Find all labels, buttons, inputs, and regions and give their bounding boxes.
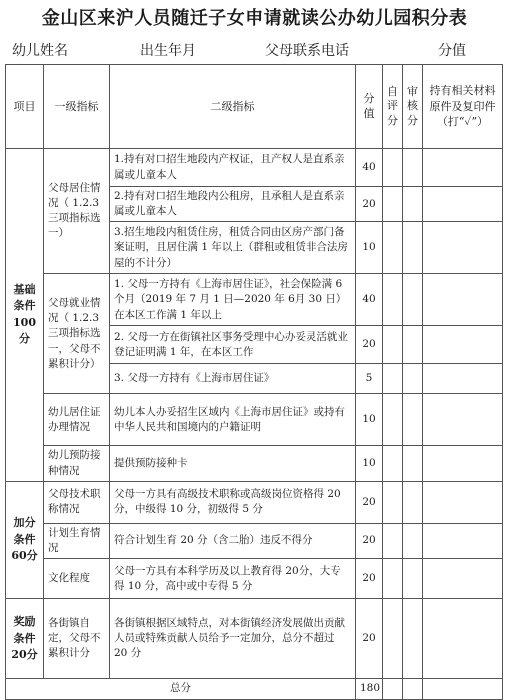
criterion-score: 5 xyxy=(356,364,383,394)
audit-score-cell[interactable] xyxy=(403,523,423,558)
info-birth-date: 出生年月 xyxy=(140,43,196,59)
table-row xyxy=(6,523,503,558)
material-check-cell[interactable] xyxy=(423,481,503,523)
total-row xyxy=(6,679,503,699)
material-check-cell[interactable] xyxy=(423,446,503,481)
audit-score-cell[interactable] xyxy=(403,326,423,364)
score-table xyxy=(5,64,503,700)
self-score-cell[interactable] xyxy=(383,559,403,599)
criterion-text: 2. 父母一方在街镇社区事务受理中心办妥灵活就业登记证明满 1 年，在本区工作 xyxy=(110,326,356,364)
header-row xyxy=(6,65,503,149)
table-row xyxy=(6,394,503,446)
audit-score-cell[interactable] xyxy=(403,599,423,679)
table-row xyxy=(6,274,503,326)
criterion-text: 2.持有对口招生地段内公租房，且承租人是直系亲属或儿童本人 xyxy=(110,187,356,222)
self-score-cell[interactable] xyxy=(383,326,403,364)
info-child-name: 幼儿姓名 xyxy=(12,43,68,59)
criterion-text: 3. 父母一方持有《上海市居住证》 xyxy=(110,364,356,394)
material-check-cell[interactable] xyxy=(423,274,503,326)
audit-score-cell[interactable] xyxy=(403,481,423,523)
material-check-cell[interactable] xyxy=(423,222,503,274)
criterion-score: 20 xyxy=(356,326,383,364)
self-score-cell[interactable] xyxy=(383,222,403,274)
total-score: 180 xyxy=(356,679,383,699)
header-score: 分值 xyxy=(356,65,383,149)
criterion-score: 20 xyxy=(356,599,383,679)
criterion-text: 符合计划生育 20 分（含二胎）违反不得分 xyxy=(110,523,356,558)
total-audit-score-cell[interactable] xyxy=(403,679,423,699)
criterion-score: 10 xyxy=(356,446,383,481)
audit-score-cell[interactable] xyxy=(403,222,423,274)
criterion-text: 父母一方具有高级技术职称或高级岗位资格得 20 分，中级得 10 分，初级得 5 分 xyxy=(110,481,356,523)
material-check-cell[interactable] xyxy=(423,599,503,679)
minor-family-planning: 计划生育情况 xyxy=(44,523,110,558)
table-row xyxy=(6,481,503,523)
minor-vaccination: 幼儿预防接种情况 xyxy=(44,446,110,481)
criterion-text: 1.持有对口招生地段内产权证，且产权人是直系亲属或儿童本人 xyxy=(110,149,356,187)
self-score-cell[interactable] xyxy=(383,274,403,326)
self-score-cell[interactable] xyxy=(383,187,403,222)
material-check-cell[interactable] xyxy=(423,559,503,599)
criterion-text: 1. 父母一方持有《上海市居住证》，社会保险满 6 个月（2019 年 7 月 1 日—2020 年 6月 30 日）在本区工作满 1 年以上 xyxy=(110,274,356,326)
criterion-score: 10 xyxy=(356,222,383,274)
criterion-score: 20 xyxy=(356,481,383,523)
criterion-text: 幼儿本人办妥招生区域内《上海市居住证》或持有中华人民共和国境内的户籍证明 xyxy=(110,394,356,446)
material-check-cell[interactable] xyxy=(423,364,503,394)
total-material-cell[interactable] xyxy=(423,679,503,699)
self-score-cell[interactable] xyxy=(383,523,403,558)
minor-residence: 父母居住情况（ 1.2.3三项指标选一） xyxy=(44,149,110,274)
self-score-cell[interactable] xyxy=(383,149,403,187)
audit-score-cell[interactable] xyxy=(403,446,423,481)
table-row xyxy=(6,149,503,187)
material-check-cell[interactable] xyxy=(423,149,503,187)
table-row xyxy=(6,446,503,481)
criterion-score: 20 xyxy=(356,187,383,222)
audit-score-cell[interactable] xyxy=(403,394,423,446)
major-basic: 基础条件100分 xyxy=(6,149,44,482)
document-title: 金山区来沪人员随迁子女申请就读公办幼儿园积分表 xyxy=(41,8,468,29)
minor-town-defined: 各街镇自定，父母不累积计分 xyxy=(44,599,110,679)
table-row xyxy=(6,559,503,599)
info-parent-phone: 父母联系电话 xyxy=(265,43,349,59)
criterion-text: 3.招生地段内租赁住房，租赁合同由区房产部门备案证明，且居住满 1 年以上（群租或租赁非合法房屋的不计分） xyxy=(110,222,356,274)
minor-title: 父母技术职称情况 xyxy=(44,481,110,523)
criterion-score: 40 xyxy=(356,149,383,187)
minor-education: 文化程度 xyxy=(44,559,110,599)
self-score-cell[interactable] xyxy=(383,599,403,679)
material-check-cell[interactable] xyxy=(423,187,503,222)
criterion-score: 10 xyxy=(356,394,383,446)
total-self-score-cell[interactable] xyxy=(383,679,403,699)
criterion-text: 父母一方具有本科学历及以上教育得 20分，大专得 10 分，高中或中专得 5 分 xyxy=(110,559,356,599)
audit-score-cell[interactable] xyxy=(403,187,423,222)
audit-score-cell[interactable] xyxy=(403,364,423,394)
material-check-cell[interactable] xyxy=(423,523,503,558)
header-self-score: 自评分 xyxy=(383,65,403,149)
header-level1: 一级指标 xyxy=(44,65,110,149)
major-bonus: 加分条件60分 xyxy=(6,481,44,598)
header-material: 持有相关材料原件及复印件（打“✓”） xyxy=(423,65,503,149)
criterion-score: 20 xyxy=(356,559,383,599)
audit-score-cell[interactable] xyxy=(403,274,423,326)
audit-score-cell[interactable] xyxy=(403,149,423,187)
criterion-score: 40 xyxy=(356,274,383,326)
major-reward: 奖励条件20分 xyxy=(6,599,44,679)
self-score-cell[interactable] xyxy=(383,394,403,446)
audit-score-cell[interactable] xyxy=(403,559,423,599)
self-score-cell[interactable] xyxy=(383,364,403,394)
minor-child-permit: 幼儿居住证办理情况 xyxy=(44,394,110,446)
self-score-cell[interactable] xyxy=(383,446,403,481)
total-label: 总分 xyxy=(6,679,356,699)
header-item: 项目 xyxy=(6,65,44,149)
criterion-score: 20 xyxy=(356,523,383,558)
criterion-text: 提供预防接种卡 xyxy=(110,446,356,481)
self-score-cell[interactable] xyxy=(383,481,403,523)
table-row xyxy=(6,599,503,679)
criterion-text: 各街镇根据区域特点，对本街镇经济发展做出贡献人员或特殊贡献人员给予一定加分，总分不超过 20 分 xyxy=(110,599,356,679)
header-audit-score: 审核分 xyxy=(403,65,423,149)
minor-employment: 父母就业情况（ 1.2.3三项指标选一，父母不累积计分） xyxy=(44,274,110,394)
material-check-cell[interactable] xyxy=(423,394,503,446)
header-level2: 二级指标 xyxy=(110,65,356,149)
info-score-label: 分值 xyxy=(438,43,466,59)
material-check-cell[interactable] xyxy=(423,326,503,364)
